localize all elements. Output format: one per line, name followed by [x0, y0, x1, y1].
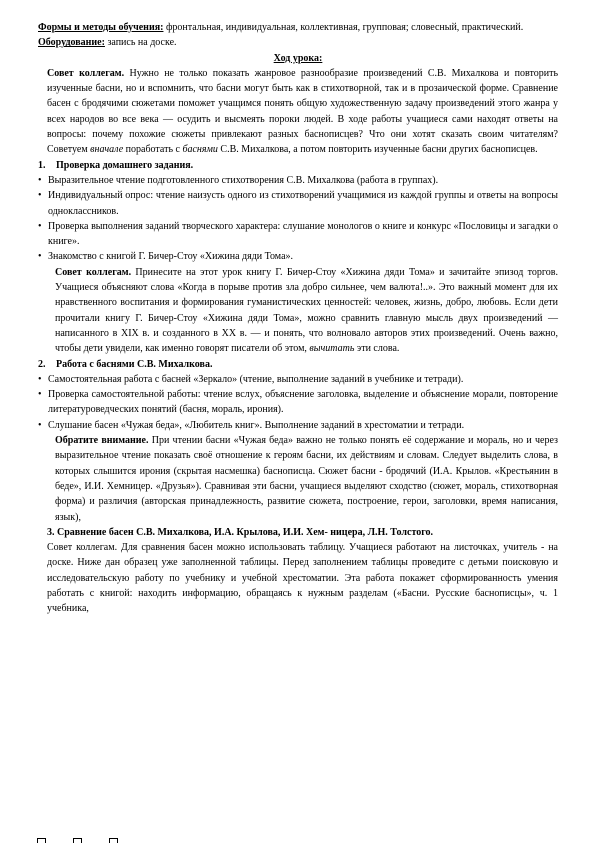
- list-item-text: Проверка выполнения заданий творческого характера: слушание монологов о книге и конкурс «Пословицы и загадки о книге».: [48, 220, 558, 248]
- bullet-icon: •: [38, 220, 42, 232]
- forms-text: фронтальная, индивидуальная, коллективная, групповая; словесный, практический.: [163, 22, 524, 33]
- intro-text-2: поработать с: [123, 144, 183, 156]
- bullet-icon: •: [38, 190, 42, 202]
- list-item-text: Самостоятельная работа с басней «Зеркало» (чтение, выполнение заданий в учебнике и тетради).: [48, 373, 464, 385]
- list-item: [38, 418, 558, 433]
- section-1-heading: [38, 158, 558, 173]
- section-3-heading: 3. Сравнение басен С.В. Михалкова, И.А. Крылова, И.И. Хем- ницера, Л.Н. Толстого.: [47, 526, 434, 538]
- section-1-title: Проверка домашнего задания.: [56, 159, 194, 171]
- advice-lead: Совет коллегам.: [55, 266, 132, 278]
- intro-text-3: С.В. Михалкова, а потом повторить изученные басни других баснописцев.: [217, 144, 538, 156]
- list-item: [38, 249, 558, 264]
- advice-text: Принесите на этот урок книгу Г. Бичер-Стоу «Хижина дяди Тома» и зачитайте эпизод торгов. Учащиеся объясняют слова «Когда в порыве против зла добро сильнее, чем валюта!..». Это важный момент для их нравственного воспитания и формирования гуманистических ценностей: человек, жизнь, добро, любовь. Если дети прочитали книгу Г. Бичер-Стоу «Хижина дяди Тома», можно сравнить главную мысль двух произведений — написанного в XIX в. и созданного в XX в. — и понять, что волновало авторов этих произведений. Очень важно, чтобы дети увидели, как именно говорят писатели об этом,: [55, 266, 558, 355]
- bullet-icon: •: [38, 373, 42, 385]
- list-item-text: Знакомство с книгой Г. Бичер-Стоу «Хижина дяди Тома».: [48, 251, 294, 263]
- intro-paragraph: [38, 66, 558, 158]
- bullet-icon: •: [38, 419, 42, 431]
- equipment-label: Оборудование:: [38, 37, 105, 49]
- note-lead: Обратите внимание.: [55, 435, 149, 447]
- list-item: [38, 188, 558, 219]
- list-item-text: Проверка самостоятельной работы: чтение вслух, объяснение заголовка, выделение и объяснение морали, повторение литературоведческих понятий (басня, мораль, ирония).: [48, 389, 558, 416]
- note-text: При чтении басни «Чужая беда» важно не только понять её содержание и мораль, но и через выразительное чтение показать своё отношение к героям басни, их действиям и словам. Следует выделить слова, в которых слышится ирония (скрытая насмешка) баснописца. Сюжет басни - бродячий (И.А. Крылов. «Крестьянин в беде», И.И. Хемницер. «Друзья»). Сравнивая эти басни, учащиеся выделяют сходство (сюжет, мораль, стихотворная форма) и различия (авторская принадлежность, развитие сюжета, построение, герои, заголовки, время написания, язык),: [55, 435, 558, 523]
- page-bottom-marks: [37, 838, 117, 842]
- section-2-number: 2.: [38, 358, 46, 370]
- equipment-text: запись на доске.: [104, 37, 177, 49]
- section-3-paragraph: Совет коллегам. Для сравнения басен можно использовать таблицу. Учащиеся работают на листочках, учитель - на доске. Ниже дан образец уже заполненной таблицы. Перед заполнением таблицы проведите с детьми поисковую и исследовательскую работу по учебнику и учебной хрестоматии. Эта работа покажет сформированность умения работать с книгой: находить информацию, обращаясь к нужным разделам («Басни. Русские баснописцы», ч. 1 учебника,: [47, 542, 558, 615]
- list-item: [38, 173, 558, 188]
- mark: [37, 838, 46, 843]
- list-item: [38, 219, 558, 250]
- section-2-title: Работа с баснями С.В. Михалкова.: [56, 358, 213, 370]
- advice-tail: эти слова.: [354, 343, 400, 355]
- list-item: [38, 372, 558, 387]
- lesson-title: Ход урока:: [273, 52, 323, 64]
- forms-line: [38, 20, 558, 35]
- document-page: [38, 20, 558, 617]
- intro-emphasis-2: баснями: [182, 144, 218, 156]
- bullet-icon: •: [38, 389, 42, 401]
- section-2-heading: [38, 357, 558, 372]
- advice-emphasis: вычитать: [309, 343, 355, 355]
- equipment-line: [38, 35, 558, 50]
- list-item: [38, 387, 558, 418]
- forms-label: Формы и методы обучения:: [38, 22, 164, 33]
- list-item-text: Индивидуальный опрос: чтение наизусть одного из стихотворений учащимися из каждой группы и ответы на вопросы одноклассников.: [48, 190, 558, 217]
- list-item-text: Выразительное чтение подготовленного стихотворения С.В. Михалкова (работа в группах).: [48, 174, 439, 186]
- mark: [109, 838, 118, 843]
- intro-lead: Совет коллегам.: [47, 67, 125, 79]
- advice-paragraph: [38, 265, 558, 357]
- section-1-number: 1.: [38, 159, 46, 171]
- mark: [73, 838, 82, 843]
- intro-text-1: Нужно не только показать жанровое разнообразие произведений С.В. Михалкова и повторить изученные басни, но и вспомнить, что басни могут быть как в стихотворной, так и в прозаической форме. Сравнение басен с бродячими сюжетами поможет учащимся понять общую художественную задачу произведений этого жанра у всех народов во все века — осудить и высмеять пороки людей. В ходе работы учащиеся сами находят ответы на вопросы: почему похожие сюжеты привлекают разных баснописцев? Что они хотят сказать своим читателям? Советуем: [47, 67, 559, 156]
- intro-emphasis-1: вначале: [90, 144, 124, 156]
- bullet-icon: •: [38, 174, 42, 186]
- bullet-icon: •: [38, 251, 42, 263]
- list-item-text: Слушание басен «Чужая беда», «Любитель книг». Выполнение заданий в хрестоматии и тетради.: [48, 419, 465, 431]
- note-paragraph: [38, 433, 558, 525]
